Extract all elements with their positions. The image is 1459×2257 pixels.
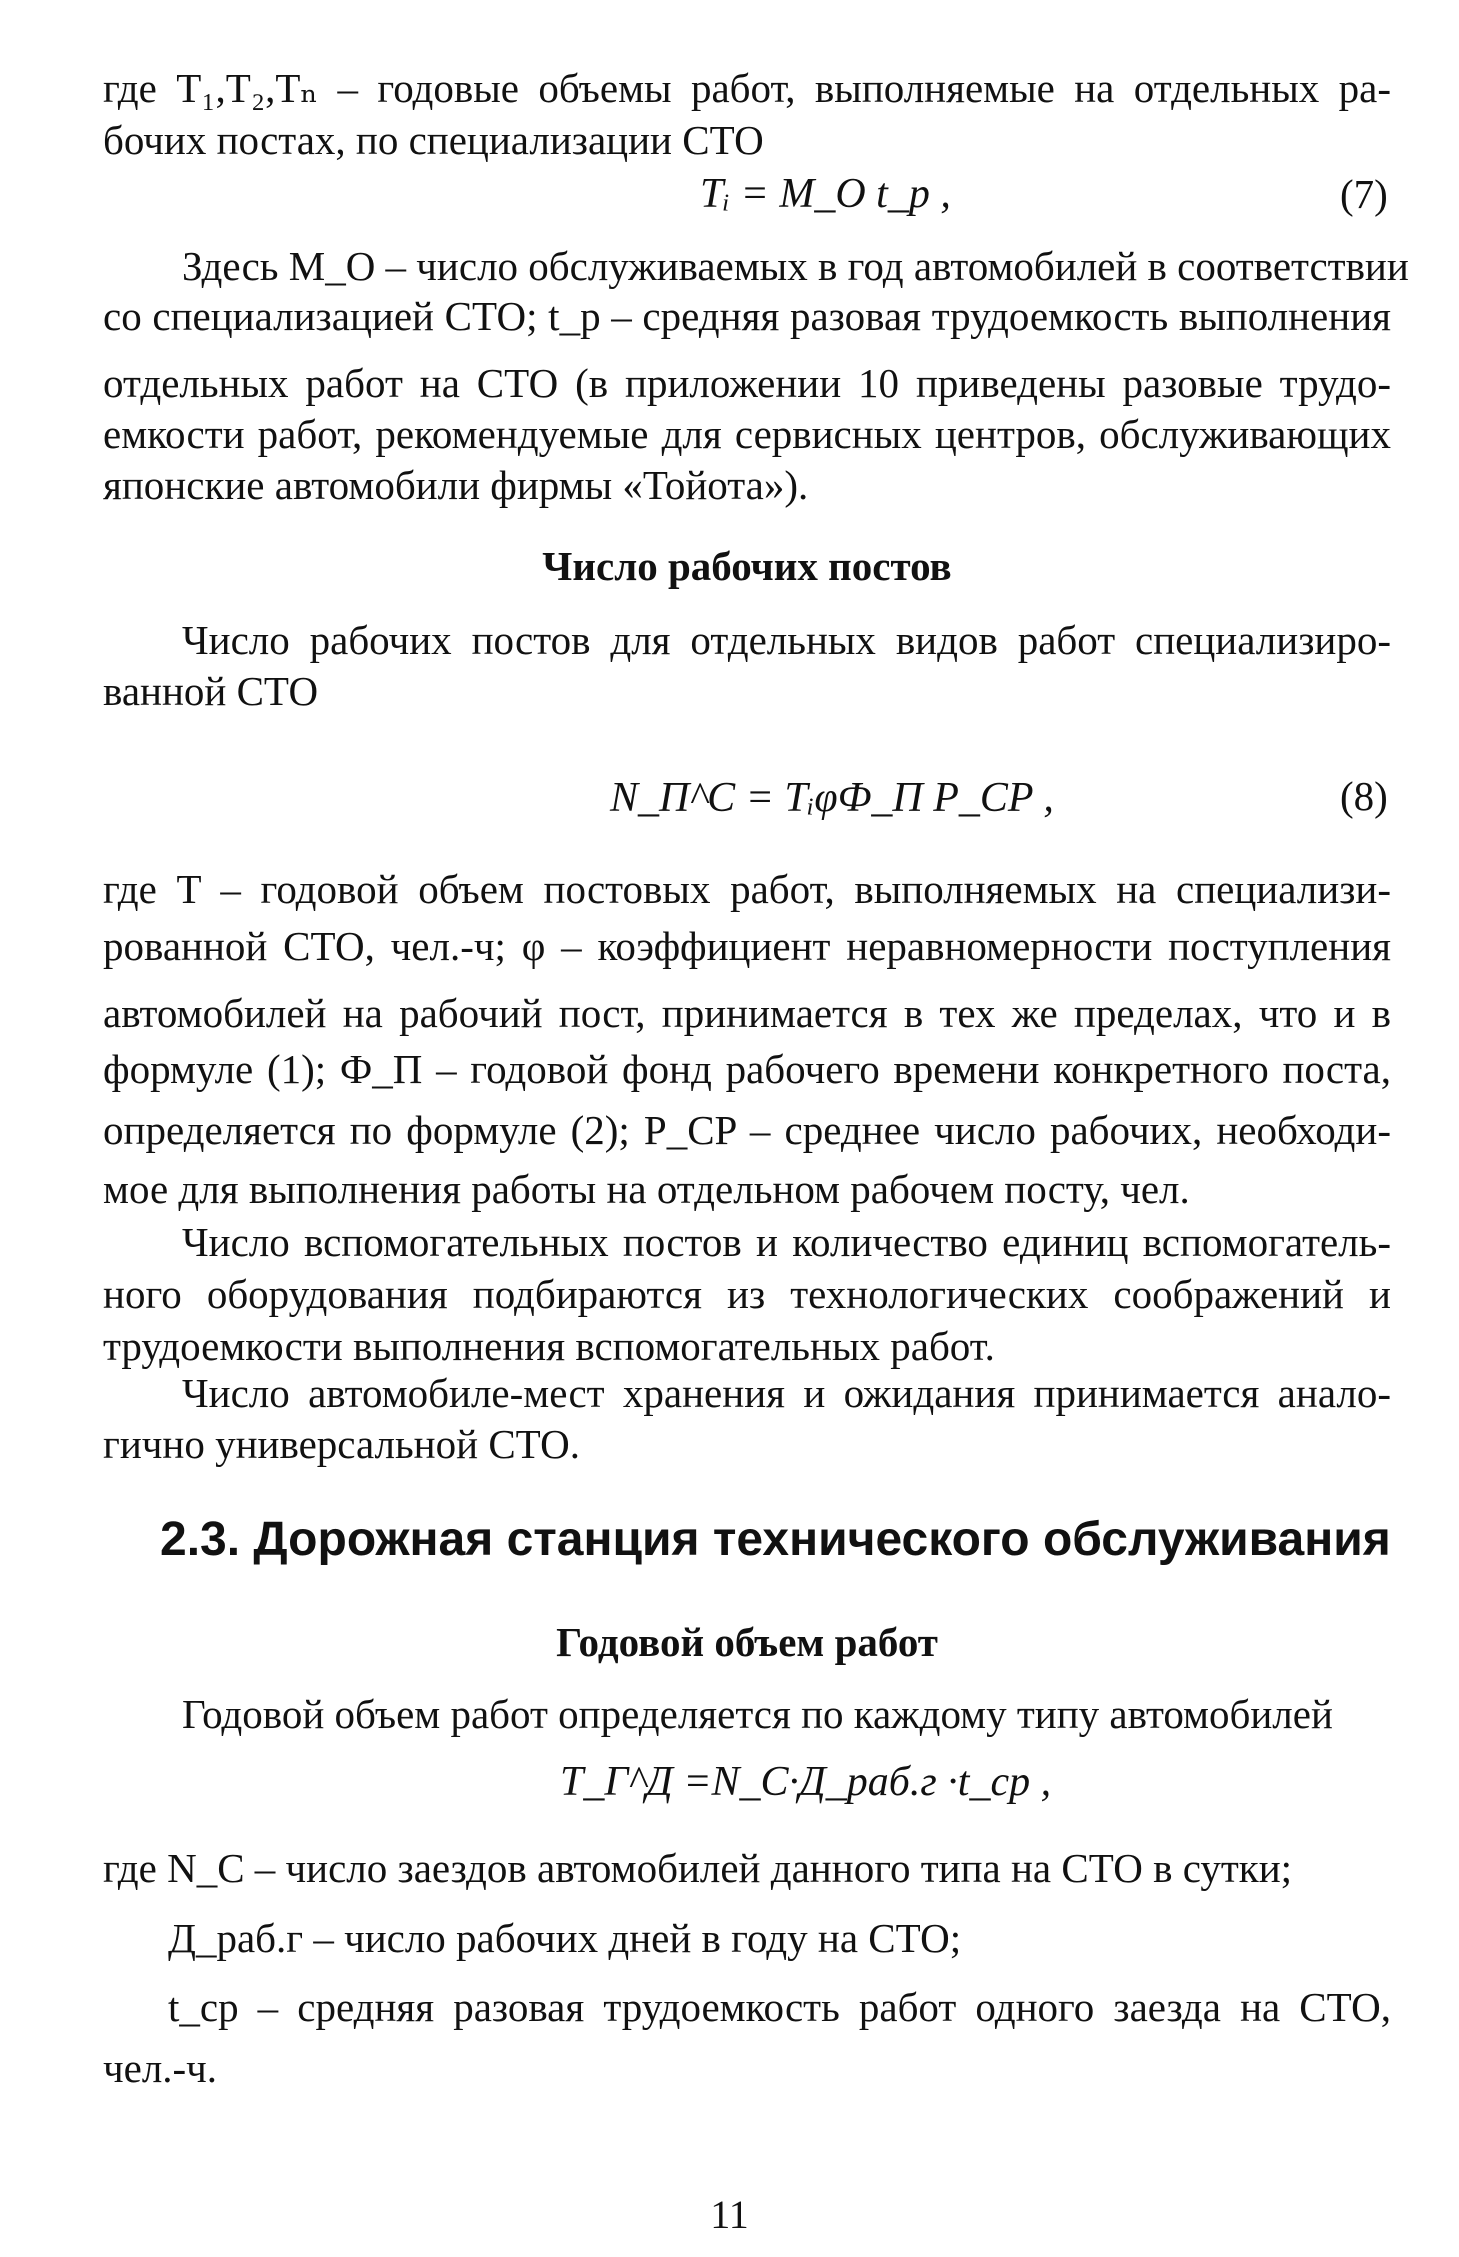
- text-line: Здесь M_O – число обслуживаемых в год автомобилей в соответствии: [182, 243, 1409, 289]
- text-line: определяется по формуле (2); P_CP – среднее число рабочих, необходи-: [103, 1107, 1391, 1153]
- subheading: Число рабочих постов: [542, 543, 952, 589]
- equation-7: Tᵢ = M_O t_p ,: [700, 171, 951, 217]
- text-line: японские автомобили фирмы «Тойота»).: [103, 462, 809, 508]
- equation-8: N_П^C = TᵢφФ_П P_CP ,: [610, 775, 1054, 821]
- text-line: Число автомобиле-мест хранения и ожидания принимается анало-: [182, 1370, 1391, 1416]
- equation-number: (7): [1340, 171, 1388, 217]
- text-line: гично универсальной СТО.: [103, 1421, 581, 1467]
- text-line: рованной СТО, чел.-ч; φ – коэффициент неравномерности поступления: [103, 923, 1391, 969]
- text-line: отдельных работ на СТО (в приложении 10 приведены разовые трудо-: [103, 360, 1391, 406]
- text-line: ванной СТО: [103, 668, 319, 714]
- text-line: бочих постах, по специализации СТО: [103, 117, 764, 163]
- text-line: Годовой объем работ определяется по каждому типу автомобилей: [182, 1691, 1333, 1737]
- text-line: где T – годовой объем постовых работ, выполняемых на специализи-: [103, 866, 1391, 912]
- text-line: со специализацией СТО; t_p – средняя разовая трудоемкость выполнения: [103, 293, 1391, 339]
- equation-number: (8): [1340, 773, 1388, 819]
- subheading: Годовой объем работ: [556, 1619, 938, 1665]
- text-line: мое для выполнения работы на отдельном рабочем посту, чел.: [103, 1166, 1190, 1212]
- text-line: Д_раб.г – число рабочих дней в году на СТО;: [168, 1915, 962, 1961]
- text-line: формуле (1); Ф_П – годовой фонд рабочего времени конкретного поста,: [103, 1046, 1391, 1092]
- page-number: 11: [710, 2192, 749, 2237]
- text-line: Число вспомогательных постов и количество единиц вспомогатель-: [182, 1219, 1391, 1265]
- text-line: где N_C – число заездов автомобилей данного типа на СТО в сутки;: [103, 1845, 1293, 1891]
- text-line: чел.-ч.: [103, 2045, 218, 2091]
- text-line: t_ср – средняя разовая трудоемкость работ одного заезда на СТО,: [168, 1984, 1391, 2030]
- text-line: трудоемкости выполнения вспомогательных работ.: [103, 1323, 995, 1369]
- section-heading: 2.3. Дорожная станция технического обслуживания: [160, 1513, 1391, 1566]
- text-line: автомобилей на рабочий пост, принимается в тех же пределах, что и в: [103, 990, 1391, 1036]
- text-line: емкости работ, рекомендуемые для сервисных центров, обслуживающих: [103, 411, 1391, 457]
- text-line: Число рабочих постов для отдельных видов работ специализиро-: [182, 617, 1391, 663]
- equation-annual-volume: T_Г^Д =N_C·Д_раб.г ·t_ср ,: [560, 1759, 1052, 1805]
- text-line: ного оборудования подбираются из технологических соображений и: [103, 1271, 1391, 1317]
- text-line: где T₁,T₂,Tₙ – годовые объемы работ, выполняемые на отдельных ра-: [103, 65, 1391, 111]
